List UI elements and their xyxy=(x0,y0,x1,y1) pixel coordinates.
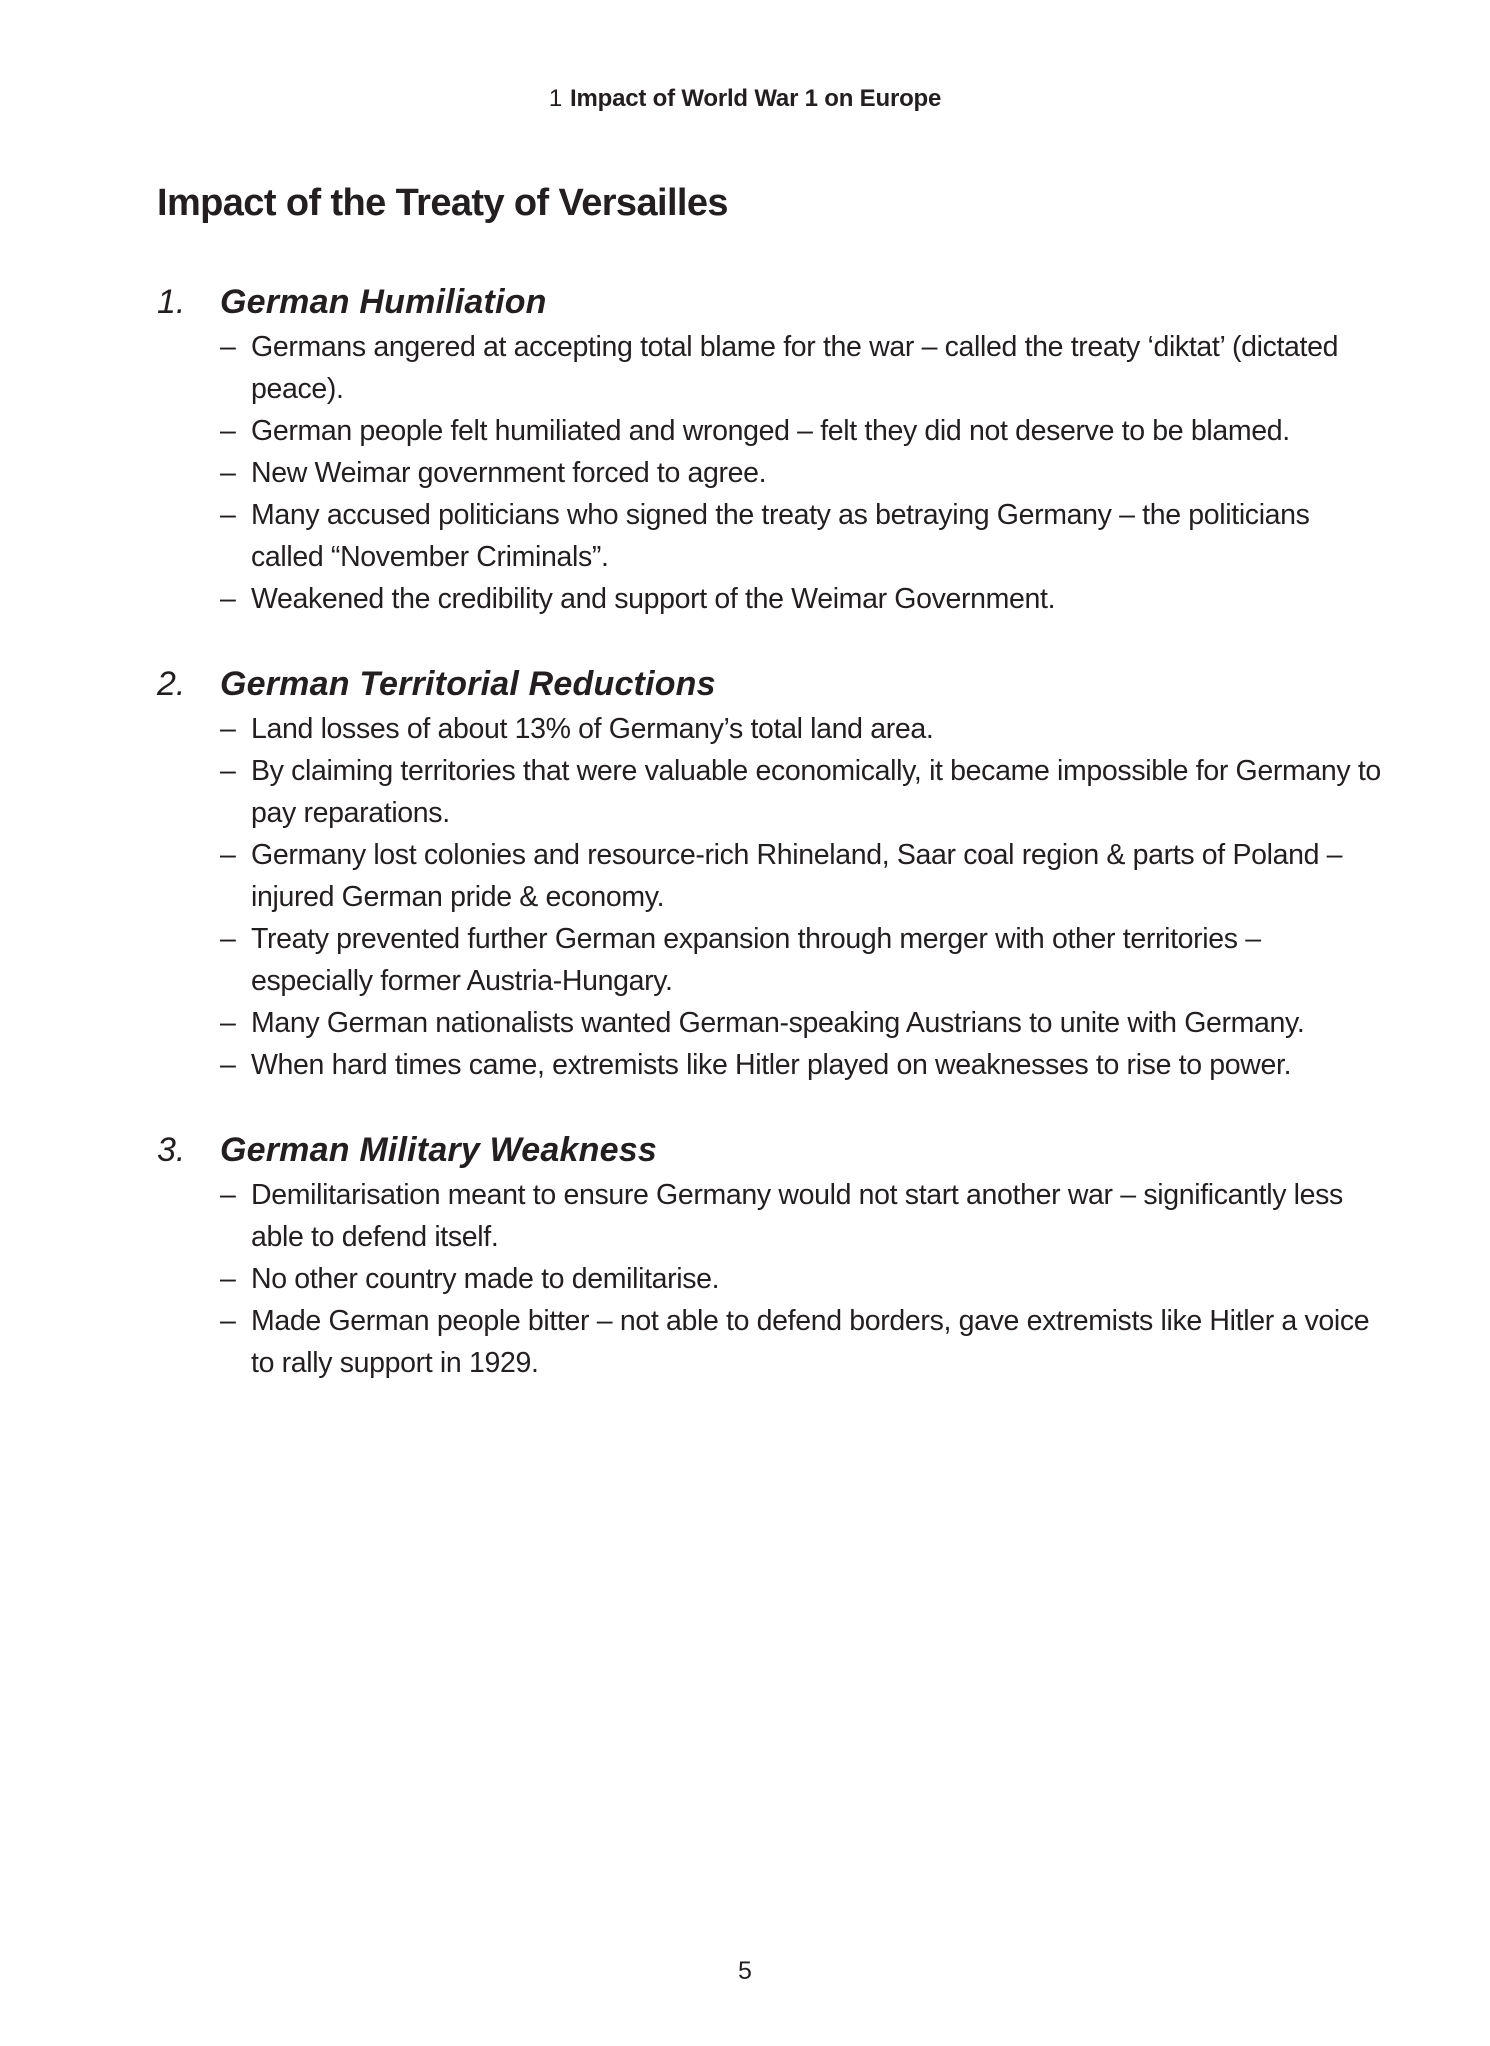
list-item-text: Many accused politicians who signed the treaty as betraying Germany – the politicians called “November Criminals”. xyxy=(251,499,1310,573)
list-item xyxy=(157,578,1381,620)
list-item xyxy=(157,1258,1381,1300)
list-item-text: Treaty prevented further German expansion through merger with other territories – especially former Austria-Hungary. xyxy=(251,923,1261,997)
section-title: German Humiliation xyxy=(220,283,547,321)
list-item xyxy=(157,494,1381,578)
list-item-text: Land losses of about 13% of Germany’s total land area. xyxy=(251,713,934,745)
list-item xyxy=(157,410,1381,452)
list-item xyxy=(157,1044,1381,1086)
bullet-list xyxy=(157,326,1357,620)
section-german-territorial-reductions xyxy=(157,660,1381,1086)
section-heading xyxy=(157,1126,1357,1174)
list-item-text: By claiming territories that were valuable economically, it became impossible for Germany to pay reparations. xyxy=(251,755,1381,829)
dash-bullet: – xyxy=(220,457,236,489)
section-heading xyxy=(157,660,1357,708)
dash-bullet: – xyxy=(220,713,236,745)
dash-bullet: – xyxy=(220,755,236,787)
bullet-list xyxy=(157,1174,1370,1384)
page-number: 5 xyxy=(738,1957,752,1985)
list-item xyxy=(157,1002,1381,1044)
dash-bullet: – xyxy=(220,583,236,615)
list-item-text: Made German people bitter – not able to defend borders, gave extremists like Hitler a voice to rally support in 1929. xyxy=(251,1305,1370,1379)
section-german-military-weakness xyxy=(157,1126,1370,1384)
list-item xyxy=(157,326,1381,410)
section-title: German Territorial Reductions xyxy=(220,665,716,703)
section-number: 2. xyxy=(157,665,186,703)
dash-bullet: – xyxy=(220,331,236,363)
page-content xyxy=(157,278,1381,1424)
dash-bullet: – xyxy=(220,1263,236,1295)
page-title: Impact of the Treaty of Versailles xyxy=(157,182,728,224)
dash-bullet: – xyxy=(220,1305,236,1337)
list-item-text: German people felt humiliated and wronged – felt they did not deserve to be blamed. xyxy=(251,415,1290,447)
list-item xyxy=(157,918,1381,1002)
dash-bullet: – xyxy=(220,499,236,531)
dash-bullet: – xyxy=(220,923,236,955)
section-number: 1. xyxy=(157,283,186,321)
section-title: German Military Weakness xyxy=(220,1131,657,1169)
dash-bullet: – xyxy=(220,839,236,871)
section-german-humiliation xyxy=(157,278,1357,620)
dash-bullet: – xyxy=(220,1049,236,1081)
chapter-title: Impact of World War 1 on Europe xyxy=(570,85,942,112)
list-item-text: No other country made to demilitarise. xyxy=(251,1263,720,1295)
list-item xyxy=(157,452,1381,494)
list-item-text: Demilitarisation meant to ensure Germany would not start another war – significantly less able to defend itself. xyxy=(251,1179,1343,1253)
list-item xyxy=(157,708,1381,750)
list-item-text: Weakened the credibility and support of the Weimar Government. xyxy=(251,583,1056,615)
list-item xyxy=(157,750,1381,834)
section-number: 3. xyxy=(157,1131,186,1169)
running-header xyxy=(0,84,1490,114)
list-item xyxy=(157,834,1381,918)
list-item-text: New Weimar government forced to agree. xyxy=(251,457,767,489)
list-item xyxy=(157,1300,1381,1384)
dash-bullet: – xyxy=(220,1007,236,1039)
chapter-number: 1 xyxy=(548,85,562,112)
list-item xyxy=(157,1174,1381,1258)
dash-bullet: – xyxy=(220,415,236,447)
list-item-text: Many German nationalists wanted German-speaking Austrians to unite with Germany. xyxy=(251,1007,1305,1039)
list-item-text: Germany lost colonies and resource-rich Rhineland, Saar coal region & parts of Poland – injured German pride & economy. xyxy=(251,839,1343,913)
dash-bullet: – xyxy=(220,1179,236,1211)
bullet-list xyxy=(157,708,1381,1086)
section-heading xyxy=(157,278,1357,326)
list-item-text: When hard times came, extremists like Hitler played on weaknesses to rise to power. xyxy=(251,1049,1292,1081)
list-item-text: Germans angered at accepting total blame for the war – called the treaty ‘diktat’ (dictated peace). xyxy=(251,331,1339,405)
